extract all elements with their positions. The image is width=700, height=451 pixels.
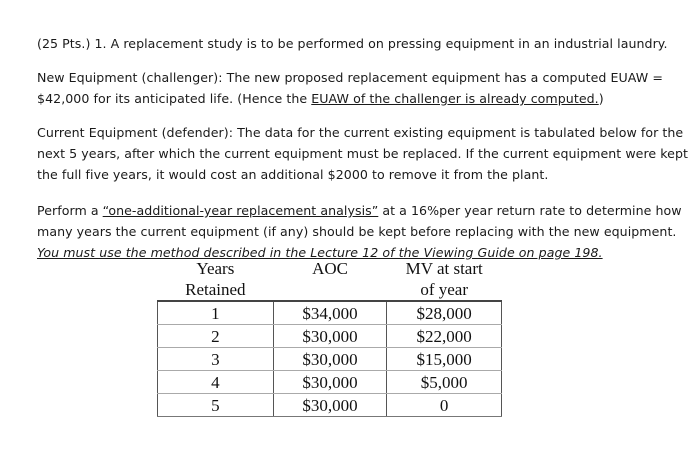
problem-title-text: (25 Pts.) 1. A replacement study is to be performed on pressing equipment in an industrial laundry. bbox=[37, 36, 668, 51]
cell-mv: $15,000 bbox=[387, 348, 502, 371]
challenger-line-2 bbox=[37, 88, 677, 109]
cell-aoc: $30,000 bbox=[273, 348, 387, 371]
header-years: Years bbox=[196, 259, 235, 278]
cell-year: 5 bbox=[158, 394, 274, 417]
cell-year: 4 bbox=[158, 371, 274, 394]
data-table bbox=[157, 258, 502, 417]
task-line-1-text: Perform a bbox=[37, 203, 103, 218]
table-row bbox=[158, 301, 502, 325]
header-mv-line-2: of year bbox=[420, 280, 469, 299]
cell-year: 1 bbox=[158, 301, 274, 325]
header-mv bbox=[387, 258, 502, 301]
header-mv-line-1: MV at start bbox=[405, 259, 483, 278]
challenger-line-2-close: ) bbox=[598, 91, 604, 106]
header-years-retained bbox=[158, 258, 274, 301]
cell-aoc: $30,000 bbox=[273, 325, 387, 348]
defender-line-3: the full five years, it would cost an additional $2000 to remove it from the plant. bbox=[37, 167, 549, 182]
cell-mv: 0 bbox=[387, 394, 502, 417]
defender-paragraph bbox=[37, 122, 688, 185]
task-line-1 bbox=[37, 200, 682, 221]
challenger-line-1: New Equipment (challenger): The new proposed replacement equipment has a computed EUAW = bbox=[37, 70, 663, 85]
header-aoc: AOC bbox=[312, 259, 348, 278]
cell-aoc: $34,000 bbox=[273, 301, 387, 325]
table-row bbox=[158, 348, 502, 371]
task-paragraph bbox=[37, 200, 682, 263]
table-row bbox=[158, 394, 502, 417]
defender-line-2: next 5 years, after which the current equipment must be replaced. If the current equipment were kept bbox=[37, 146, 688, 161]
problem-title bbox=[37, 33, 677, 54]
defender-line-1: Current Equipment (defender): The data for the current existing equipment is tabulated below for the bbox=[37, 125, 684, 140]
cell-year: 3 bbox=[158, 348, 274, 371]
cell-aoc: $30,000 bbox=[273, 371, 387, 394]
cell-mv: $28,000 bbox=[387, 301, 502, 325]
cell-year: 2 bbox=[158, 325, 274, 348]
task-line-2: many years the current equipment (if any) should be kept before replacing with the new equipment. bbox=[37, 224, 677, 239]
cell-aoc: $30,000 bbox=[273, 394, 387, 417]
table-row bbox=[158, 371, 502, 394]
challenger-paragraph bbox=[37, 67, 677, 109]
table-header-row bbox=[158, 258, 502, 301]
task-method-note: You must use the method described in the Lecture 12 of the Viewing Guide on page 198. bbox=[37, 245, 603, 260]
challenger-line-2-text: $42,000 for its anticipated life. (Hence the bbox=[37, 91, 312, 106]
task-analysis-name: “one-additional-year replacement analysis” bbox=[102, 203, 379, 218]
challenger-underlined-note: EUAW of the challenger is already computed. bbox=[311, 91, 599, 106]
cell-mv: $5,000 bbox=[387, 371, 502, 394]
defender-data-table bbox=[157, 258, 502, 417]
cell-mv: $22,000 bbox=[387, 325, 502, 348]
table-row bbox=[158, 325, 502, 348]
task-line-1-rest: at a 16%per year return rate to determine how bbox=[378, 203, 682, 218]
header-retained: Retained bbox=[185, 280, 246, 299]
